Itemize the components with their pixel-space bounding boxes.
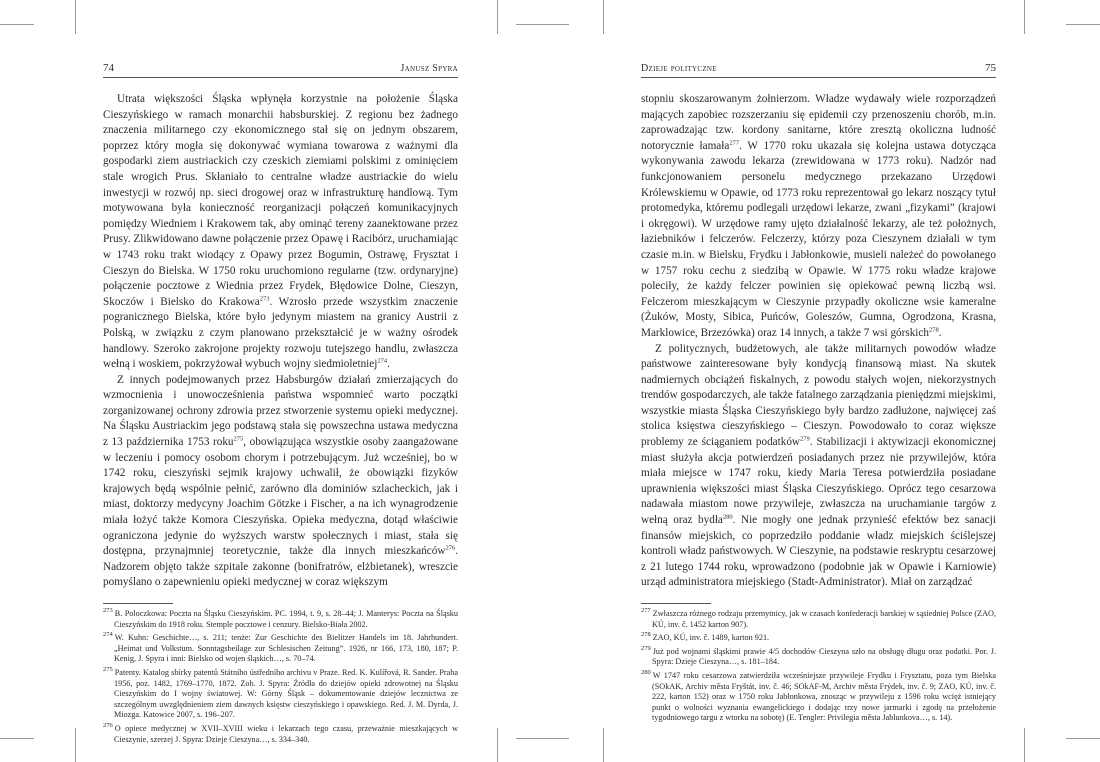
crop-mark <box>1066 738 1100 739</box>
footnote: $^{279}$ Już pod wojnami śląskimi prawie 4/5 dochodów Cieszyna szło na obsługę długu oraz podatki. Por. J. Spyra: Dzieje Cieszyna…, s. 181–184. <box>641 645 996 667</box>
left-page <box>103 62 458 748</box>
paragraph: Z politycznych, budżetowych, ale także militarnych powodów władze państwowe zainteresowane były kondycją finansową miast. Na skutek nadmiernych obciążeń fiskalnych, z powodu stałych wojen, niekorzystnych trendów gospodarczych, ale także fatalnego zarządzania pieniędzmi miejskimi, wszystkie miasta Śląska Cieszyńskiego były bardzo zadłużone, najwięcej zaś stolica księstwa cieszyńskiego – Cieszyn. Powodowało to coraz większe problemy ze ściąganiem podatków$^{279}$. Stabilizacji i aktywizacji ekonomicznej miast służyła akcja potwierdzeń posiadanych przez nie przywilejów, która miała miejsce w 1747 roku, kiedy Maria Teresa potwierdziła posiadane uprawnienia większości miast Śląska Cieszyńskiego. Oprócz tego cesarzowa nadawała miastom nowe przywileje, zwłaszcza na uruchamianie targów z wełną oraz bydła$^{280}$. Nie mogły one jednak przynieść efektów bez sanacji finansów miejskich, co poprzedziło poddanie władz miejskich ściślejszej kontroli władz państwowych. W Cieszynie, na podstawie reskryptu cesarzowej z 21 lutego 1744 roku, wprowadzono (podobnie jak w Opawie i Karniowie) urząd administratora miejskiego (Stadt-Administrator). Miał on zarządzać <box>641 342 996 589</box>
body-text <box>103 92 458 591</box>
footnote: $^{275}$ Patenty. Katalog sbírky patentů Státního ústředního archivu v Praze. Red. K. Kulířová, R. Sander. Praha 1956, poz. 1482, 1769–1770, 1872. Zob. J. Spyra: Źródła do dziejów opieki zdrowotnej na Śląsku Cieszyńskim do I wojny światowej. W: Górny Śląsk – dokumentowanie dziejów lecznictwa ze szczególnym uwzględnieniem ziem dawnych księstw cieszyńskiego i opawskiego. Red. J. M. Dyrda, J. Miozga. Katowice 2007, s. 196–207. <box>103 666 458 720</box>
crop-mark <box>1024 0 1025 34</box>
footnote-ref: 280 <box>722 513 733 521</box>
footnote-separator <box>641 603 711 604</box>
footnote: $^{277}$ Zwłaszcza różnego rodzaju przemytnicy, jak w czasach konfederacji barskiej w sąsiedniej Polsce (ZAO, KÚ, inv. č. 1452 karton 907). <box>641 607 996 629</box>
running-head: Dzieje polityczne <box>641 63 717 74</box>
crop-mark <box>0 738 34 739</box>
body-text <box>641 92 996 591</box>
footnote-ref: 279 <box>800 435 810 443</box>
crop-mark <box>497 728 498 762</box>
paragraph: stopniu skoszarowanym żołnierzom. Władze wydawały wiele rozporządzeń mających zapobiec rozszerzaniu się epidemii czy przenoszeniu chorób, m.in. zaprowadzając tzw. kordony sanitarne, które zresztą okoliczna ludność notorycznie łamała$^{277}$. W 1770 roku ukazała się kolejna ustawa dotycząca wykonywania zawodu lekarza (zrewidowana w 1773 roku). Nadzór nad funkcjonowaniem personelu medycznego przekazano Urzędowi Królewskiemu w Opawie, od 1773 roku reprezentował go lekarz noszący tytuł protomedyka, któremu podlegali urzędowi lekarze, zwani „fizykami” (krajowi i okręgowi). W urzędowe ramy ujęto działalność lekarzy, ale też położnych, łaziebników i felczerów. Felczerzy, którzy poza Cieszynem działali w tym czasie m.in. w Bielsku, Frydku i Jabłonkowie, musieli należeć do powołanego w 1757 roku cechu z siedzibą w Opawie. W 1775 roku władze krajowe poleciły, że każdy felczer powinien się opiekować pewną liczbą wsi. Felczerom mieszkającym w Cieszynie przypadły okoliczne wsie kameralne (Żuków, Mosty, Sibica, Puńców, Goleszów, Gumna, Ogrodzona, Krasna, Marklowice, Brzezówka) oraz 14 innych, a także 7 wsi górskich$^{278}$. <box>641 93 996 339</box>
footnote: $^{274}$ W. Kuhn: Geschichte…, s. 211; tenże: Zur Geschichte des Bielitzer Handels im 18. Jahrhundert. „Heimat und Volkstum. Sonntagsbeilage zur Schlesischen Zeitung”. 1926, nr 166, 173, 180, 187; P. Kenig, J. Spyra i inni: Bielsko od wojen śląskich…, s. 70–74. <box>103 631 458 664</box>
page-number: 74 <box>103 62 114 74</box>
right-page <box>641 62 996 727</box>
footnote-ref: 277 <box>729 139 740 147</box>
footnote: $^{273}$ B. Poloczkowa: Poczta na Śląsku Cieszyńskim. PC. 1994, t. 9, s. 28–44; J. Manterys: Poczta na Śląsku Cieszyńskim do 1918 roku. Stemple pocztowe i cenzury. Bielsko-Biała 2002. <box>103 607 458 629</box>
footnote-separator <box>103 603 173 604</box>
crop-mark <box>535 738 569 739</box>
footnote-ref: 273 <box>259 294 270 302</box>
running-head: Janusz Spyra <box>400 63 458 74</box>
footnotes <box>103 609 458 745</box>
footnote: $^{276}$ O opiece medycznej w XVII–XVIII wieku i lekarzach tego czasu, przeważnie mieszkających w Cieszynie, szerzej J. Spyra: Dzieje Cieszyna…, s. 334–340. <box>103 722 458 744</box>
crop-mark <box>497 0 498 34</box>
paragraph: Utrata większości Śląska wpłynęła korzystnie na położenie Śląska Cieszyńskiego w ramach monarchii habsburskiej. Z regionu bez żadnego znaczenia militarnego czy ekonomicznego stał się on jednym obszarem, poprzez który mogła się dokonywać wymiana towarowa z ważnymi dla gospodarki ziem austriackich czy czeskich ziemiami polskimi z ominięciem stale wrogich Prus. Skłaniało to centralne władze austriackie do wielu inwestycji w rozwój np. sieci drogowej oraz w infrastrukturę handlową. Tym motywowana była konieczność reorganizacji połączeń komunikacyjnych pomiędzy Wiedniem i Krakowem tak, aby ominąć tereny zaanektowane przez Prusy. Zlikwidowano dawne połączenie przez Opawę i Racibórz, uruchamiając w 1743 roku trakt wiodący z Opawy przez Bogumin, Ostrawę, Frysztat i Cieszyn do Bielska. W 1750 roku uruchomiono regularne (tzw. ordynaryjne) połączenie pocztowe z Wiednia przez Frydek, Błędowice Dolne, Cieszyn, Skoczów i Bielsko do Krakowa$^{273}$. Wzrosło przede wszystkim znaczenie pogranicznego Bielska, które było jedynym miastem na granicy Austrii z Polską, w związku z czym planowano przekształcić je w ważny ośrodek handlowy. Szeroko zakrojone projekty rozwoju tutejszego handlu, zwłaszcza wełną i woskiem, pokrzyżował wybuch wojny siedmioletniej$^{274}$. <box>103 93 458 371</box>
footnote: $^{278}$ ZAO, KÚ, inv. č. 1489, karton 921. <box>641 631 770 643</box>
footnote-ref: 278 <box>928 326 939 334</box>
footnote: $^{280}$ W 1747 roku cesarzowa zatwierdziła wcześniejsze przywileje Frydku i Frysztatu, poza tym Bielska (SOkAK, Archiv města Fryštát, inv. č. 46; SOkAF-M, Archiv města Frýdek, inv. č. 9; ZAO, KÚ, inv. č. 222, karton 152) oraz w 1750 roku Jabłonkowa, znosząc w przywileju z 1596 roku wcięż istniejący punkt o wolności wyznania ewangelickiego i dodając trzy nowe jarmarki i zgodę na przełożenie tygodniowego targu z wtorku na sobotę) (E. Tengler: Privilegia města Jablunkova…, s. 14). <box>641 669 996 723</box>
page-header <box>641 62 996 78</box>
footnote-ref: 274 <box>377 357 388 365</box>
footnote-ref: 276 <box>445 544 456 552</box>
crop-mark <box>535 24 569 25</box>
crop-mark <box>75 0 76 34</box>
crop-mark <box>75 728 76 762</box>
page-number: 75 <box>985 62 996 74</box>
crop-mark <box>603 0 604 34</box>
page-header <box>103 62 458 78</box>
crop-mark <box>603 728 604 762</box>
footnotes <box>641 609 996 724</box>
footnote-ref: 275 <box>233 435 244 443</box>
paragraph: Z innych podejmowanych przez Habsburgów działań zmierzających do wzmocnienia i unowocześnienia państwa wspomnieć warto początki zorganizowanej ochrony zdrowia przez stworzenie systemu opieki medycznej. Na Śląsku Austriackim jego podstawą stała się powszechna ustawa medyczna z 13 października 1753 roku$^{275}$, obowiązująca wszystkie osoby zaangażowane w leczeniu i pomocy osobom chorym i potrzebującym. Już wcześniej, bo w 1742 roku, cieszyński sejmik krajowy uchwalił, że obowiązki fizyków krajowych będą wspólnie pełnić, zarówno dla dominiów szlacheckich, jak i miast, doktorzy medycyny Joachim Götzke i Fischer, a na ich wynagrodzenie miała łożyć także Komora Cieszyńska. Opieka medyczna, dotąd właściwie ograniczona jedynie do wyższych warstw społecznych i miast, stała się dostępna, przynajmniej teoretycznie, także dla innych mieszkańców$^{276}$. Nadzorem objęto także szpitale zakonne (bonifratrów, elżbietanek), wreszcie pomyślano o zapewnieniu opieki medycznej w coraz większym <box>103 373 458 589</box>
crop-mark <box>0 24 34 25</box>
crop-mark <box>1066 24 1100 25</box>
crop-mark <box>1024 728 1025 762</box>
